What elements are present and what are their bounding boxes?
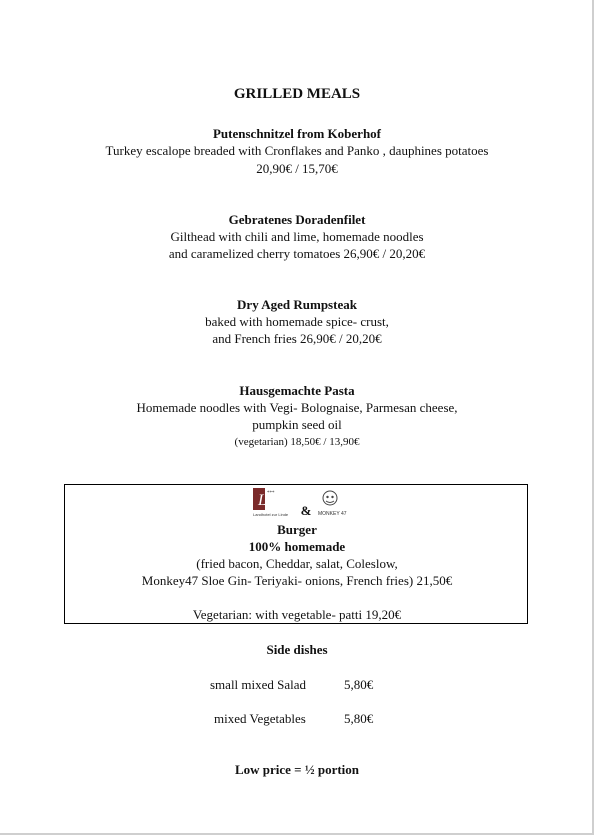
burger-description: Monkey47 Sloe Gin- Teriyaki- onions, French fries) 21,50€ [141,573,453,588]
dish-name: Dry Aged Rumpsteak [237,297,357,312]
burger-vegetarian: Vegetarian: with vegetable- patti 19,20€ [192,607,402,622]
dish-description: pumpkin seed oil [252,417,342,432]
logo-letter: L [258,492,267,509]
monkey-eye [331,496,333,498]
burger-description: (fried bacon, Cheddar, salat, Coleslow, [196,556,398,571]
side-dish-price: 5,80€ [344,677,374,692]
burger-subtitle: 100% homemade [248,539,346,554]
logo-text: Landhotel zur Linde [253,512,289,517]
burger-title: Burger [277,522,317,537]
monkey-eye [326,496,328,498]
dish-name: Putenschnitzel from Koberhof [212,126,382,141]
landhotel-logo [253,488,297,518]
footer-note: Low price = ½ portion [234,762,360,777]
monkey-mouth [326,501,334,503]
page-title: GRILLED MEALS [233,86,361,102]
dish-price: (vegetarian) 18,50€ / 13,90€ [234,436,360,448]
side-dish-name: mixed Vegetables [214,711,306,726]
side-dish-name: small mixed Salad [210,677,307,692]
logo-stars: *** [267,491,275,496]
monkey47-logo [318,488,352,518]
ampersand: & [300,503,312,518]
dish-description: and French fries 26,90€ / 20,20€ [212,331,382,346]
dish-description: baked with homemade spice- crust, [205,314,389,329]
dish-description: and caramelized cherry tomatoes 26,90€ / 20,20€ [168,246,426,261]
dish-price: 20,90€ / 15,70€ [256,161,338,176]
side-dish-price: 5,80€ [344,711,374,726]
dish-name: Hausgemachte Pasta [239,383,355,398]
dish-name: Gebratenes Doradenfilet [228,212,366,227]
dish-description: Homemade noodles with Vegi- Bolognaise, Parmesan cheese, [136,400,458,415]
dish-description: Turkey escalope breaded with Cronflakes and Panko , dauphines potatoes [105,143,489,158]
dish-description: Gilthead with chili and lime, homemade noodles [170,229,424,244]
logo-text: MONKEY 47 [318,511,347,517]
side-dishes-title: Side dishes [266,642,328,657]
